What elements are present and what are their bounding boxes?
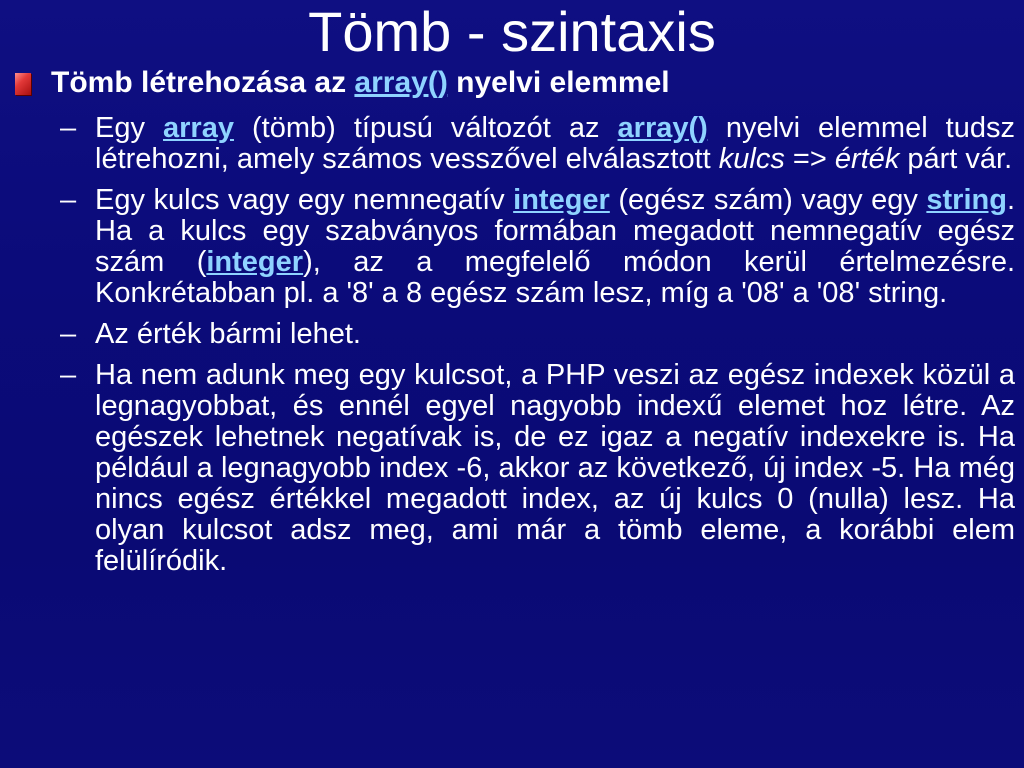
sub-bullet-2 (60, 185, 1015, 309)
text-part: ), az a megfelelő módon kerül értelmezésre. Konkrétabban pl. a '8' a 8 egész szám lesz, míg a '08' a '08' string. (95, 246, 1016, 309)
italic-kulcs: kulcs (718, 143, 785, 175)
text-part: Az érték bármi lehet. (95, 318, 361, 350)
text-part: (tömb) típusú változót az (233, 112, 618, 144)
link-array-func[interactable]: array() (617, 112, 708, 144)
main-bullet-pre: Tömb létrehozása az (51, 66, 355, 99)
link-array[interactable]: array (163, 112, 234, 144)
sub-bullet-1 (60, 113, 1015, 175)
sub-bullet-4 (60, 360, 1015, 577)
text-part: Egy kulcs vagy egy nemnegatív (95, 184, 514, 216)
text-part: párt vár. (899, 143, 1013, 175)
text-part: (egész szám) vagy egy (609, 184, 927, 216)
dash-bullet: – (60, 112, 77, 144)
text-part: Egy (95, 112, 164, 144)
sub-bullet-3 (60, 319, 1015, 350)
main-bullet-link-array[interactable]: array() (354, 66, 448, 99)
italic-ertek: érték (834, 143, 900, 175)
red-square-bullet-icon (15, 73, 31, 95)
main-bullet-post: nyelvi elemmel (447, 66, 670, 99)
text-part: . Ha a kulcs egy szabványos formában megadott nemnegatív egész szám ( (95, 184, 1015, 278)
sub-bullet-list (60, 113, 1015, 587)
dash-bullet: – (60, 318, 77, 350)
slide-title: Tömb - szintaxis (308, 0, 716, 63)
link-integer-2[interactable]: integer (206, 246, 304, 278)
text-part: => (784, 143, 835, 175)
link-integer[interactable]: integer (513, 184, 610, 216)
text-part: nyelvi elemmel tudsz létrehozni, amely számos vesszővel elválasztott (95, 112, 1015, 175)
link-string[interactable]: string (926, 184, 1007, 216)
text-part: Ha nem adunk meg egy kulcsot, a PHP veszi az egész indexek közül a legnagyobbat, és ennél egyel nagyobb indexű elemet hoz létre. Az egészek lehetnek negatívak is, de ez igaz a negatív indexekre is. Ha például a legnagyobb index -6, akkor az következő, új index -5. Ha még nincs egész értékkel megadott index, az új kulcs 0 (nulla) lesz. Ha olyan kulcsot adsz meg, ami már a tömb eleme, a korábbi elem felülíródik. (95, 359, 1015, 577)
dash-bullet: – (60, 359, 77, 391)
dash-bullet: – (60, 184, 77, 216)
main-bullet-text (51, 66, 670, 100)
